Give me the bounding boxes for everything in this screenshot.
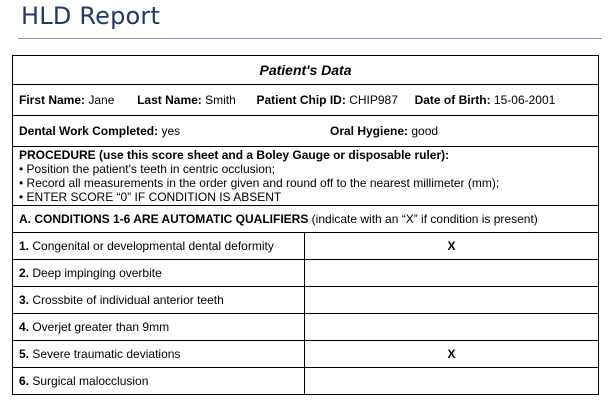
procedure-step: • Position the patient's teeth in centric occlusion;: [19, 162, 275, 176]
condition-row: [13, 260, 599, 287]
condition-number: 6.: [19, 374, 30, 388]
condition-label: Crossbite of individual anterior teeth: [29, 293, 224, 307]
procedure-step: • ENTER SCORE “0” IF CONDITION IS ABSENT: [19, 190, 282, 204]
patient-form-table: [12, 55, 599, 395]
condition-label: Overjet greater than 9mm: [29, 320, 170, 334]
patient-identity-cell: [13, 85, 599, 116]
last-name-label: Last Name:: [137, 93, 202, 107]
last-name-value: Smith: [205, 93, 236, 107]
patient-data-header-row: [13, 56, 599, 85]
chip-id-value: CHIP987: [349, 93, 398, 107]
chip-id-label: Patient Chip ID:: [256, 93, 346, 107]
condition-label-cell: [13, 341, 305, 368]
condition-mark-cell[interactable]: [305, 287, 599, 314]
condition-mark-cell[interactable]: [305, 341, 599, 368]
condition-label-cell: [13, 287, 305, 314]
procedure-step: • Record all measurements in the order given and round off to the nearest millimeter (mm);: [19, 176, 500, 190]
section-a-heading: A. CONDITIONS 1-6 ARE AUTOMATIC QUALIFIERS: [19, 212, 309, 226]
condition-label: Congenital or developmental dental deformity: [29, 239, 274, 253]
patient-data-heading: Patient's Data: [13, 56, 599, 85]
condition-number: 2.: [19, 266, 30, 280]
condition-number: 3.: [19, 293, 30, 307]
condition-row: [13, 233, 599, 260]
section-a-note: (indicate with an “X” if condition is present): [308, 212, 538, 226]
procedure-cell: [13, 147, 599, 206]
first-name-label: First Name:: [19, 93, 86, 107]
dental-hygiene-cell: [13, 116, 599, 147]
condition-mark: X: [447, 239, 456, 253]
title-divider: [18, 38, 602, 39]
oral-hygiene-label: Oral Hygiene:: [330, 124, 409, 138]
dob-value: 15-06-2001: [493, 93, 556, 107]
dental-work-label: Dental Work Completed:: [19, 124, 159, 138]
patient-identity-row: [13, 85, 599, 116]
condition-label-cell: [13, 368, 305, 395]
condition-number: 4.: [19, 320, 30, 334]
oral-hygiene-value: good: [411, 124, 439, 138]
condition-row: [13, 368, 599, 395]
condition-number: 1.: [19, 239, 30, 253]
condition-number: 5.: [19, 347, 30, 361]
first-name-value: Jane: [88, 93, 115, 107]
condition-label: Severe traumatic deviations: [29, 347, 181, 361]
procedure-heading: PROCEDURE (use this score sheet and a Boley Gauge or disposable ruler):: [19, 148, 450, 162]
condition-mark-cell[interactable]: [305, 314, 599, 341]
dental-work-value: yes: [161, 124, 181, 138]
condition-label-cell: [13, 314, 305, 341]
condition-label: Deep impinging overbite: [29, 266, 162, 280]
condition-label: Surgical malocclusion: [29, 374, 149, 388]
condition-row: [13, 341, 599, 368]
condition-mark-cell[interactable]: [305, 368, 599, 395]
section-a-cell: [13, 206, 599, 233]
dob-label: Date of Birth:: [414, 93, 491, 107]
condition-mark: X: [447, 347, 456, 361]
condition-row: [13, 314, 599, 341]
condition-label-cell: [13, 233, 305, 260]
condition-mark-cell[interactable]: [305, 260, 599, 287]
dental-hygiene-row: [13, 116, 599, 147]
condition-label-cell: [13, 260, 305, 287]
condition-row: [13, 287, 599, 314]
section-a-row: [13, 206, 599, 233]
page-title: HLD Report: [21, 2, 161, 30]
condition-mark-cell[interactable]: [305, 233, 599, 260]
procedure-row: [13, 147, 599, 206]
